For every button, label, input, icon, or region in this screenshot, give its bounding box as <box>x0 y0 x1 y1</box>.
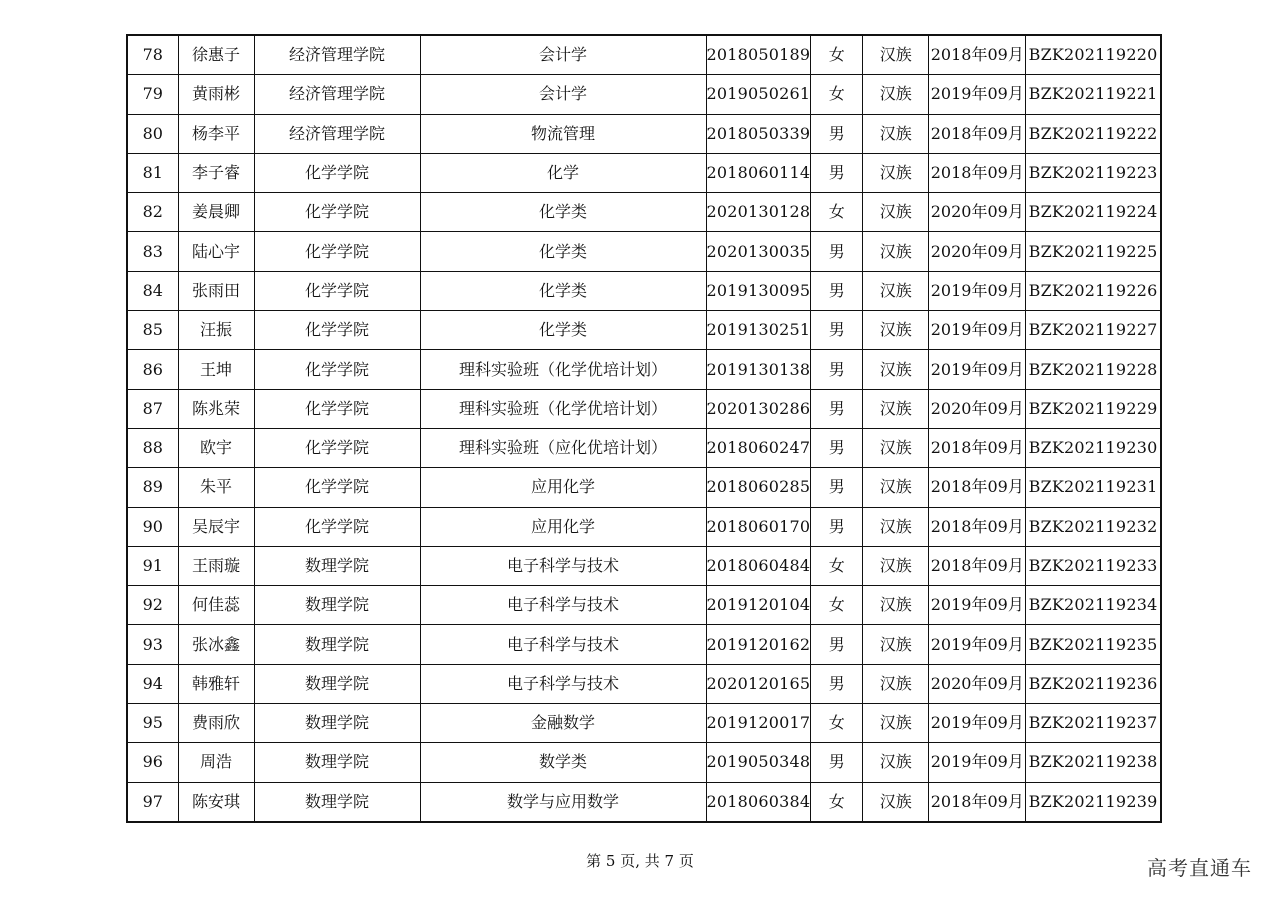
certificate-code-cell: BZK202119232 <box>1026 507 1161 546</box>
student-id-cell: 2019130095 <box>706 271 811 310</box>
enrollment-date-cell: 2019年09月 <box>929 350 1026 389</box>
enrollment-date-cell: 2020年09月 <box>929 389 1026 428</box>
enrollment-date-cell: 2018年09月 <box>929 782 1026 822</box>
gender-cell: 女 <box>811 546 863 585</box>
certificate-code-cell: BZK202119223 <box>1026 153 1161 192</box>
certificate-code-cell: BZK202119237 <box>1026 704 1161 743</box>
enrollment-date-cell: 2019年09月 <box>929 625 1026 664</box>
gender-cell: 女 <box>811 782 863 822</box>
table-row <box>127 75 1161 114</box>
college-cell: 化学学院 <box>254 232 420 271</box>
major-cell: 数学与应用数学 <box>420 782 706 822</box>
enrollment-date-cell: 2018年09月 <box>929 468 1026 507</box>
gender-cell: 男 <box>811 468 863 507</box>
college-cell: 化学学院 <box>254 389 420 428</box>
certificate-code-cell: BZK202119225 <box>1026 232 1161 271</box>
table-row <box>127 232 1161 271</box>
major-cell: 金融数学 <box>420 704 706 743</box>
ethnicity-cell: 汉族 <box>863 153 929 192</box>
ethnicity-cell: 汉族 <box>863 625 929 664</box>
gender-cell: 女 <box>811 35 863 75</box>
student-id-cell: 2019050261 <box>706 75 811 114</box>
row-number-cell: 95 <box>127 704 178 743</box>
gender-cell: 女 <box>811 704 863 743</box>
enrollment-date-cell: 2018年09月 <box>929 546 1026 585</box>
gender-cell: 男 <box>811 114 863 153</box>
student-id-cell: 2019120104 <box>706 586 811 625</box>
student-id-cell: 2019130138 <box>706 350 811 389</box>
enrollment-date-cell: 2019年09月 <box>929 75 1026 114</box>
gender-cell: 女 <box>811 75 863 114</box>
table-row <box>127 546 1161 585</box>
roster-body <box>127 35 1161 822</box>
major-cell: 电子科学与技术 <box>420 546 706 585</box>
student-id-cell: 2020130286 <box>706 389 811 428</box>
certificate-code-cell: BZK202119231 <box>1026 468 1161 507</box>
enrollment-date-cell: 2018年09月 <box>929 507 1026 546</box>
certificate-code-cell: BZK202119234 <box>1026 586 1161 625</box>
enrollment-date-cell: 2020年09月 <box>929 232 1026 271</box>
college-cell: 经济管理学院 <box>254 75 420 114</box>
table-row <box>127 271 1161 310</box>
certificate-code-cell: BZK202119235 <box>1026 625 1161 664</box>
row-number-cell: 80 <box>127 114 178 153</box>
gender-cell: 男 <box>811 311 863 350</box>
student-name-cell: 姜晨卿 <box>178 193 254 232</box>
row-number-cell: 86 <box>127 350 178 389</box>
enrollment-date-cell: 2018年09月 <box>929 153 1026 192</box>
table-row <box>127 428 1161 467</box>
table-row <box>127 782 1161 822</box>
student-name-cell: 何佳蕊 <box>178 586 254 625</box>
ethnicity-cell: 汉族 <box>863 664 929 703</box>
student-id-cell: 2019050348 <box>706 743 811 782</box>
row-number-cell: 90 <box>127 507 178 546</box>
row-number-cell: 96 <box>127 743 178 782</box>
ethnicity-cell: 汉族 <box>863 35 929 75</box>
row-number-cell: 88 <box>127 428 178 467</box>
student-name-cell: 徐惠子 <box>178 35 254 75</box>
student-name-cell: 吴辰宇 <box>178 507 254 546</box>
ethnicity-cell: 汉族 <box>863 193 929 232</box>
student-name-cell: 李子睿 <box>178 153 254 192</box>
student-id-cell: 2018060247 <box>706 428 811 467</box>
student-id-cell: 2020130035 <box>706 232 811 271</box>
row-number-cell: 85 <box>127 311 178 350</box>
college-cell: 数理学院 <box>254 586 420 625</box>
student-name-cell: 韩雅轩 <box>178 664 254 703</box>
college-cell: 经济管理学院 <box>254 35 420 75</box>
enrollment-date-cell: 2020年09月 <box>929 193 1026 232</box>
gender-cell: 男 <box>811 507 863 546</box>
ethnicity-cell: 汉族 <box>863 428 929 467</box>
college-cell: 化学学院 <box>254 507 420 546</box>
student-name-cell: 陆心宇 <box>178 232 254 271</box>
college-cell: 化学学院 <box>254 193 420 232</box>
student-name-cell: 汪振 <box>178 311 254 350</box>
gender-cell: 男 <box>811 428 863 467</box>
major-cell: 物流管理 <box>420 114 706 153</box>
table-row <box>127 35 1161 75</box>
row-number-cell: 83 <box>127 232 178 271</box>
row-number-cell: 89 <box>127 468 178 507</box>
student-id-cell: 2018060285 <box>706 468 811 507</box>
student-id-cell: 2018060384 <box>706 782 811 822</box>
gender-cell: 男 <box>811 743 863 782</box>
gender-cell: 男 <box>811 350 863 389</box>
gender-cell: 男 <box>811 664 863 703</box>
table-row <box>127 507 1161 546</box>
major-cell: 应用化学 <box>420 468 706 507</box>
row-number-cell: 87 <box>127 389 178 428</box>
college-cell: 化学学院 <box>254 468 420 507</box>
table-row <box>127 625 1161 664</box>
gender-cell: 男 <box>811 153 863 192</box>
row-number-cell: 92 <box>127 586 178 625</box>
row-number-cell: 93 <box>127 625 178 664</box>
major-cell: 应用化学 <box>420 507 706 546</box>
table-row <box>127 153 1161 192</box>
certificate-code-cell: BZK202119228 <box>1026 350 1161 389</box>
college-cell: 数理学院 <box>254 782 420 822</box>
major-cell: 化学 <box>420 153 706 192</box>
student-name-cell: 张雨田 <box>178 271 254 310</box>
certificate-code-cell: BZK202119220 <box>1026 35 1161 75</box>
certificate-code-cell: BZK202119238 <box>1026 743 1161 782</box>
gender-cell: 男 <box>811 271 863 310</box>
enrollment-date-cell: 2019年09月 <box>929 271 1026 310</box>
student-id-cell: 2019120017 <box>706 704 811 743</box>
ethnicity-cell: 汉族 <box>863 350 929 389</box>
row-number-cell: 78 <box>127 35 178 75</box>
certificate-code-cell: BZK202119230 <box>1026 428 1161 467</box>
ethnicity-cell: 汉族 <box>863 232 929 271</box>
student-name-cell: 王坤 <box>178 350 254 389</box>
major-cell: 理科实验班（应化优培计划） <box>420 428 706 467</box>
ethnicity-cell: 汉族 <box>863 75 929 114</box>
student-name-cell: 张冰鑫 <box>178 625 254 664</box>
major-cell: 会计学 <box>420 35 706 75</box>
major-cell: 理科实验班（化学优培计划） <box>420 350 706 389</box>
major-cell: 会计学 <box>420 75 706 114</box>
gender-cell: 女 <box>811 193 863 232</box>
college-cell: 化学学院 <box>254 311 420 350</box>
row-number-cell: 91 <box>127 546 178 585</box>
student-id-cell: 2018050189 <box>706 35 811 75</box>
college-cell: 数理学院 <box>254 704 420 743</box>
gender-cell: 男 <box>811 389 863 428</box>
ethnicity-cell: 汉族 <box>863 586 929 625</box>
certificate-code-cell: BZK202119224 <box>1026 193 1161 232</box>
row-number-cell: 79 <box>127 75 178 114</box>
certificate-code-cell: BZK202119233 <box>1026 546 1161 585</box>
watermark-logo-text: 高考直通车 <box>1147 856 1252 880</box>
ethnicity-cell: 汉族 <box>863 743 929 782</box>
enrollment-date-cell: 2018年09月 <box>929 114 1026 153</box>
college-cell: 化学学院 <box>254 153 420 192</box>
enrollment-date-cell: 2019年09月 <box>929 704 1026 743</box>
row-number-cell: 82 <box>127 193 178 232</box>
table-row <box>127 114 1161 153</box>
student-name-cell: 杨李平 <box>178 114 254 153</box>
enrollment-date-cell: 2019年09月 <box>929 743 1026 782</box>
college-cell: 数理学院 <box>254 743 420 782</box>
college-cell: 化学学院 <box>254 350 420 389</box>
ethnicity-cell: 汉族 <box>863 311 929 350</box>
student-name-cell: 王雨璇 <box>178 546 254 585</box>
certificate-code-cell: BZK202119221 <box>1026 75 1161 114</box>
major-cell: 化学类 <box>420 311 706 350</box>
table-row <box>127 193 1161 232</box>
student-id-cell: 2020130128 <box>706 193 811 232</box>
student-name-cell: 陈安琪 <box>178 782 254 822</box>
major-cell: 电子科学与技术 <box>420 586 706 625</box>
table-row <box>127 468 1161 507</box>
student-id-cell: 2019130251 <box>706 311 811 350</box>
student-id-cell: 2018060114 <box>706 153 811 192</box>
major-cell: 化学类 <box>420 271 706 310</box>
enrollment-date-cell: 2018年09月 <box>929 428 1026 467</box>
enrollment-date-cell: 2019年09月 <box>929 586 1026 625</box>
college-cell: 经济管理学院 <box>254 114 420 153</box>
table-row <box>127 311 1161 350</box>
row-number-cell: 97 <box>127 782 178 822</box>
ethnicity-cell: 汉族 <box>863 704 929 743</box>
major-cell: 化学类 <box>420 232 706 271</box>
major-cell: 电子科学与技术 <box>420 664 706 703</box>
major-cell: 化学类 <box>420 193 706 232</box>
student-name-cell: 欧宇 <box>178 428 254 467</box>
certificate-code-cell: BZK202119229 <box>1026 389 1161 428</box>
major-cell: 理科实验班（化学优培计划） <box>420 389 706 428</box>
college-cell: 化学学院 <box>254 428 420 467</box>
certificate-code-cell: BZK202119226 <box>1026 271 1161 310</box>
student-name-cell: 黄雨彬 <box>178 75 254 114</box>
row-number-cell: 94 <box>127 664 178 703</box>
major-cell: 数学类 <box>420 743 706 782</box>
enrollment-date-cell: 2018年09月 <box>929 35 1026 75</box>
student-name-cell: 陈兆荣 <box>178 389 254 428</box>
college-cell: 化学学院 <box>254 271 420 310</box>
student-id-cell: 2018060170 <box>706 507 811 546</box>
college-cell: 数理学院 <box>254 664 420 703</box>
ethnicity-cell: 汉族 <box>863 114 929 153</box>
certificate-code-cell: BZK202119222 <box>1026 114 1161 153</box>
student-id-cell: 2018050339 <box>706 114 811 153</box>
ethnicity-cell: 汉族 <box>863 782 929 822</box>
student-id-cell: 2018060484 <box>706 546 811 585</box>
certificate-code-cell: BZK202119227 <box>1026 311 1161 350</box>
major-cell: 电子科学与技术 <box>420 625 706 664</box>
student-name-cell: 费雨欣 <box>178 704 254 743</box>
student-roster-table <box>126 34 1162 823</box>
page-number-footer: 第 5 页, 共 7 页 <box>586 852 694 870</box>
student-name-cell: 周浩 <box>178 743 254 782</box>
row-number-cell: 81 <box>127 153 178 192</box>
table-row <box>127 389 1161 428</box>
table-row <box>127 743 1161 782</box>
student-id-cell: 2020120165 <box>706 664 811 703</box>
row-number-cell: 84 <box>127 271 178 310</box>
ethnicity-cell: 汉族 <box>863 271 929 310</box>
student-name-cell: 朱平 <box>178 468 254 507</box>
ethnicity-cell: 汉族 <box>863 546 929 585</box>
college-cell: 数理学院 <box>254 546 420 585</box>
ethnicity-cell: 汉族 <box>863 507 929 546</box>
enrollment-date-cell: 2019年09月 <box>929 311 1026 350</box>
student-id-cell: 2019120162 <box>706 625 811 664</box>
ethnicity-cell: 汉族 <box>863 468 929 507</box>
gender-cell: 女 <box>811 586 863 625</box>
table-row <box>127 704 1161 743</box>
certificate-code-cell: BZK202119236 <box>1026 664 1161 703</box>
table-row <box>127 586 1161 625</box>
table-row <box>127 350 1161 389</box>
gender-cell: 男 <box>811 232 863 271</box>
ethnicity-cell: 汉族 <box>863 389 929 428</box>
table-row <box>127 664 1161 703</box>
gender-cell: 男 <box>811 625 863 664</box>
enrollment-date-cell: 2020年09月 <box>929 664 1026 703</box>
college-cell: 数理学院 <box>254 625 420 664</box>
certificate-code-cell: BZK202119239 <box>1026 782 1161 822</box>
